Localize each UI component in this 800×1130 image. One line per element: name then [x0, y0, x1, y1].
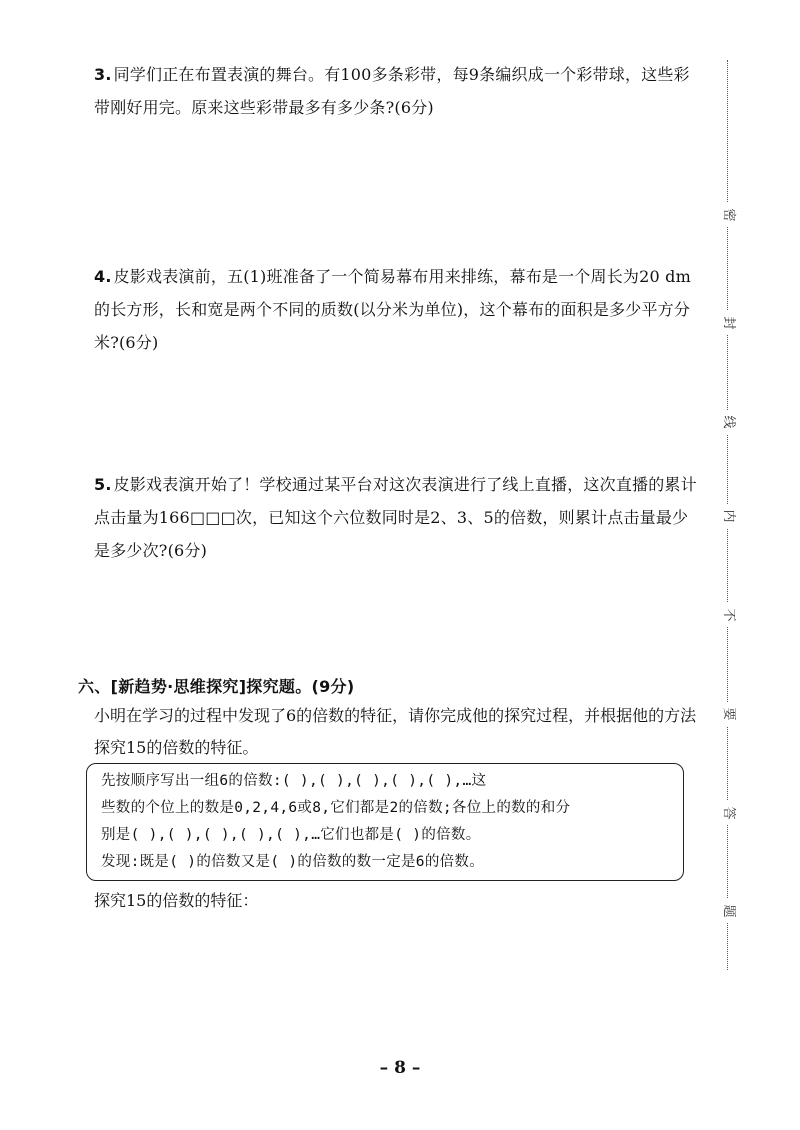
box-line-1: 先按顺序写出一组6的倍数:( ),( ),( ),( ),( ),…这: [101, 773, 487, 789]
binding-char: 封: [719, 311, 737, 335]
box-line-2: 些数的个位上的数是0,2,4,6或8,它们都是2的倍数;各位上的数的和分: [101, 800, 571, 816]
page-number: – 8 –: [379, 1058, 421, 1078]
binding-char: 线: [719, 410, 737, 434]
exploration-box: [86, 763, 684, 881]
box-line-3: 别是( ),( ),( ),( ),( ),…它们也都是( )的倍数。: [101, 827, 481, 843]
problem-number: 4.: [94, 267, 112, 286]
problem-5: [94, 468, 702, 567]
binding-char: 密: [719, 203, 737, 227]
binding-margin: [716, 60, 740, 970]
binding-char: 题: [719, 899, 737, 923]
section-6-heading: 六、[新趋势·思维探究]探究题。(9分): [78, 677, 355, 696]
problem-text: 皮影戏表演开始了！学校通过某平台对这次表演进行了线上直播，这次直播的累计点击量为166□□□次，已知这个六位数同时是2、3、5的倍数，则累计点击量最少是多少次?(6分): [94, 475, 697, 560]
binding-char: 要: [719, 702, 737, 726]
binding-char: 不: [719, 603, 737, 627]
problem-text: 皮影戏表演前，五(1)班准备了一个简易幕布用来排练，幕布是一个周长为20 dm的长方形，长和宽是两个不同的质数(以分米为单位)，这个幕布的面积是多少平方分米?(6分): [94, 267, 691, 352]
problem-4: [94, 260, 702, 359]
binding-char: 内: [719, 504, 737, 528]
section-6-intro: 小明在学习的过程中发现了6的倍数的特征，请你完成他的探究过程，并根据他的方法探究15的倍数的特征。: [94, 706, 697, 757]
problem-3: [94, 58, 702, 124]
problem-number: 5.: [94, 475, 112, 494]
explore-15-prompt: 探究15的倍数的特征：: [94, 891, 259, 910]
box-line-4: 发现:既是( )的倍数又是( )的倍数的数一定是6的倍数。: [101, 854, 485, 870]
problem-number: 3.: [94, 65, 112, 84]
problem-text: 同学们正在布置表演的舞台。有100多条彩带，每9条编织成一个彩带球，这些彩带刚好用完。原来这些彩带最多有多少条?(6分): [94, 65, 690, 117]
binding-char: 答: [719, 801, 737, 825]
